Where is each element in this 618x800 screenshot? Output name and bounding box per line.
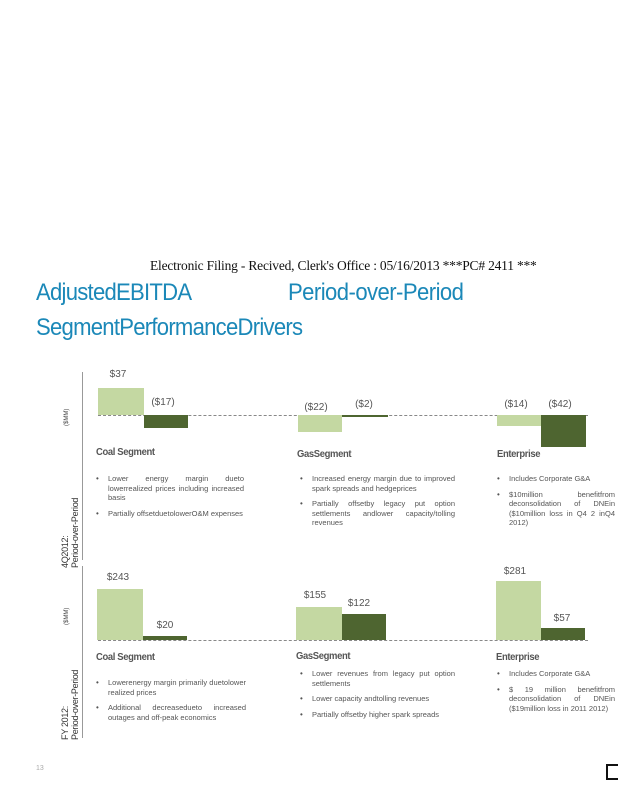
value-label: $155	[303, 590, 327, 601]
value-label: ($42)	[548, 399, 572, 410]
value-label: $122	[347, 598, 371, 609]
bullet-item: • Includes Corporate G&A	[497, 669, 615, 679]
unit-label: ($MM)	[64, 408, 70, 426]
row-label-fy2012	[60, 670, 80, 740]
bullet-list-enterprise-fy	[497, 669, 615, 719]
bar-enterprise-fy-secondary	[541, 628, 585, 640]
bullet-list-enterprise-4q	[497, 474, 615, 534]
bullet-item: • Lower energy margin dueto lowerrealized prices including increased basis	[96, 474, 244, 503]
page-title-part1: AdjustedEBITDA	[36, 279, 192, 306]
bar-gas-fy-secondary	[342, 614, 386, 640]
bar-coal-fy-secondary	[143, 636, 187, 640]
segment-title-coal: Coal Segment	[96, 446, 155, 458]
row-divider	[82, 566, 83, 738]
bullet-item: • Partially offsetby higher spark spreads	[300, 710, 455, 720]
value-label: $37	[109, 369, 127, 380]
bullet-item: • Includes Corporate G&A	[497, 474, 615, 484]
bullet-item: • Lower revenues from legacy put option settlements	[300, 669, 455, 688]
zero-baseline	[98, 640, 588, 641]
bullet-item: • Lowerenergy margin primarily duetolower realized prices	[96, 678, 246, 697]
filing-stamp: Electronic Filing - Recived, Clerk's Office : 05/16/2013 ***PC# 2411 ***	[150, 258, 537, 273]
bullet-item: • $10million benefitfrom deconsolidation of DNEin ($10million loss in Q4 2 inQ4 2012)	[497, 490, 615, 528]
segment-title-enterprise: Enterprise	[496, 651, 540, 663]
bullet-item: • Increased energy margin due to improved spark spreads and hedgeprices	[300, 474, 455, 493]
bullet-list-gas-4q	[300, 474, 455, 534]
bullet-item: • Partially offsetduetolowerO&M expenses	[96, 509, 244, 519]
bullet-list-coal-4q	[96, 474, 244, 524]
row-label-4q2012	[60, 498, 80, 568]
segment-title-gas: GasSegment	[296, 650, 351, 662]
bar-coal-4q-secondary	[144, 415, 188, 428]
row-divider	[82, 372, 83, 560]
bullet-list-gas-fy	[300, 669, 455, 725]
row-label-line1: FY 2012:	[60, 706, 70, 740]
value-label: $281	[503, 566, 527, 577]
value-label: ($14)	[504, 399, 528, 410]
bullet-item: • Lower capacity andtolling revenues	[300, 694, 455, 704]
unit-label: ($MM)	[64, 607, 70, 625]
value-label: $20	[156, 620, 174, 631]
bar-gas-4q-primary	[298, 415, 342, 432]
bullet-list-coal-fy	[96, 678, 246, 728]
page-number: 13	[36, 765, 44, 772]
row-label-line2: Period-over-Period	[70, 669, 80, 740]
bar-coal-fy-primary	[97, 589, 143, 640]
segment-title-coal: Coal Segment	[96, 651, 155, 663]
logo-fragment	[606, 764, 618, 780]
row-label-line1: 4Q2012:	[60, 535, 70, 568]
value-label: ($2)	[355, 399, 373, 410]
value-label: $57	[553, 613, 571, 624]
bar-enterprise-4q-primary	[497, 415, 541, 426]
segment-title-enterprise: Enterprise	[497, 448, 541, 460]
bullet-item: • $ 19 million benefitfrom deconsolidation of DNEin ($19million loss in 2011 2012)	[497, 685, 615, 714]
bar-enterprise-4q-secondary	[541, 415, 586, 447]
bar-gas-fy-primary	[296, 607, 342, 640]
page-title-part2: Period-over-Period	[288, 279, 464, 306]
bullet-item: • Partially offsetby legacy put option settlements andlower capacity/tolling revenues	[300, 499, 455, 528]
value-label: ($22)	[304, 402, 328, 413]
page-title-part3: SegmentPerformanceDrivers	[36, 314, 303, 341]
bar-enterprise-fy-primary	[496, 581, 541, 640]
value-label: ($17)	[151, 397, 175, 408]
row-label-line2: Period-over-Period	[70, 497, 80, 568]
bullet-item: • Additional decreasedueto increased outages and off-peak economics	[96, 703, 246, 722]
value-label: $243	[106, 572, 130, 583]
segment-title-gas: GasSegment	[297, 448, 352, 460]
bar-gas-4q-secondary	[342, 415, 388, 417]
